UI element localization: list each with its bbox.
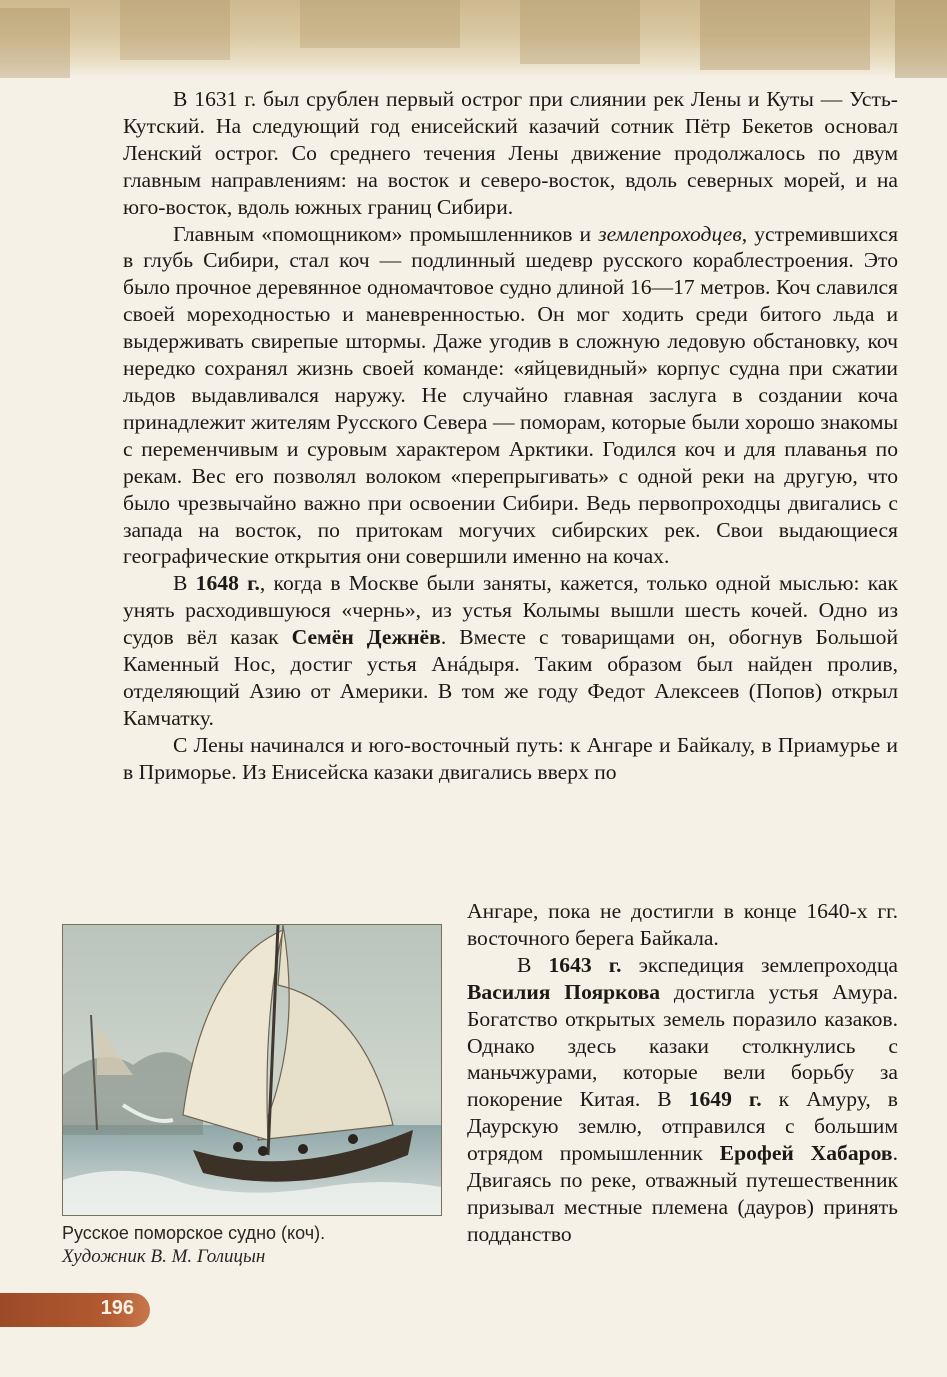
date-bold: 1648 г.	[195, 571, 260, 596]
header-building-silhouette	[120, 0, 230, 60]
text-run: достигла устья Амура. Богатство открытых земель поразило казаков. Однако здесь казаки столкнулись с маньчжурами, которые вели борьбу за покорение Китая. В	[467, 979, 898, 1112]
header-building-silhouette	[700, 0, 870, 70]
paragraph-4-continued: Ангаре, пока не достигли в конце 1640-х гг. восточного берега Байкала.	[467, 899, 898, 950]
paragraph-2	[123, 221, 898, 571]
text-run: , устремившихся в глубь Сибири, стал коч — подлинный шедевр русского кораблестроения. Это было прочное деревянное одномачтовое судно длиной 16—17 метров. Коч славился своей мореходностью и маневренностью. Он мог ходить среди битого льда и выдерживать свирепые штормы. Даже угодив в сложную ледовую обстановку, коч нередко сохранял жизнь своей команде: «яйцевидный» корпус судна при сжатии льдов выдавливался наружу. Не случайно главная заслуга в создании коча принадлежит жителям Русского Севера — поморам, которые были хорошо знакомы с переменчивым и суровым характером Арктики. Годился коч и для плаванья по рекам. Вес его позволял волоком «перепрыгивать» с одной реки на другую, что было чрезвычайно важно при освоении Сибири. Ведь первопроходцы двигались с запада на восток, по притокам могучих сибирских рек. Свои выдающиеся географические открытия они совершили именно на кочах.	[123, 221, 898, 569]
header-illustration-band	[0, 0, 947, 78]
date-bold: 1649 г.	[688, 1087, 762, 1112]
paragraph-5	[467, 952, 898, 1248]
text-run: . Вместе с товарищами он, обогнув Большой Каменный Нос, достиг устья Анáдыря. Таким образом был найден пролив, отделяющий Азию от Америки. В том же году Федот Алексеев (Попов) открыл Камчатку.	[123, 625, 898, 730]
paragraph-3	[123, 570, 898, 731]
ship-painting	[63, 925, 441, 1215]
header-building-silhouette	[895, 0, 947, 78]
name-bold: Ерофей Хабаров	[719, 1141, 893, 1166]
figure-caption	[62, 1222, 442, 1268]
text-run: Главным «помощником» промышленников и	[173, 221, 599, 246]
header-building-silhouette	[300, 0, 460, 48]
text-run: В	[173, 571, 196, 596]
header-building-silhouette	[520, 0, 640, 64]
text-run: В	[517, 952, 549, 977]
caption-title: Русское поморское судно (коч).	[62, 1223, 326, 1243]
page-number: 196	[100, 1297, 134, 1319]
text-run: экспедиция землепроходца	[621, 952, 898, 977]
text-run: к Амуру, в Даурскую землю, отправился с большим отрядом промышленник	[467, 1087, 899, 1166]
paragraph-4-top: С Лены начинался и юго-восточный путь: к Ангаре и Байкалу, в Приамурье и в Приморье. Из Енисейска казаки двигались вверх по	[123, 732, 898, 784]
name-bold: Семён Дежнёв	[291, 625, 441, 650]
main-text	[123, 86, 898, 786]
caption-artist: Художник В. М. Голицын	[62, 1246, 266, 1267]
name-bold: Василия Пояркова	[467, 979, 661, 1004]
term-italic: землепроходцев	[598, 221, 742, 246]
date-bold: 1643 г.	[548, 952, 622, 977]
page-number-tab	[0, 1293, 150, 1327]
text-run: , когда в Москве были заняты, кажется, только одной мыслью: как унять расходившуюся «чернь», из устья Колымы вышли шесть кочей. Одно из судов вёл казак	[123, 571, 898, 650]
text-run: . Двигаясь по реке, отважный путешественник призывал местные племена (дауров) принять подданство	[467, 1141, 898, 1246]
header-building-silhouette	[0, 8, 70, 78]
paragraph-1: В 1631 г. был срублен первый острог при слиянии рек Лены и Куты — Усть-Кутский. На следующий год енисейский казачий сотник Пётр Бекетов основал Ленский острог. Со среднего течения Лены движение продолжалось по двум главным направлениям: на восток и северо-восток, вдоль северных морей, и на юго-восток, вдоль южных границ Сибири.	[123, 87, 898, 219]
wrapped-text-column	[467, 898, 898, 1248]
koch-ship-illustration	[62, 924, 442, 1216]
